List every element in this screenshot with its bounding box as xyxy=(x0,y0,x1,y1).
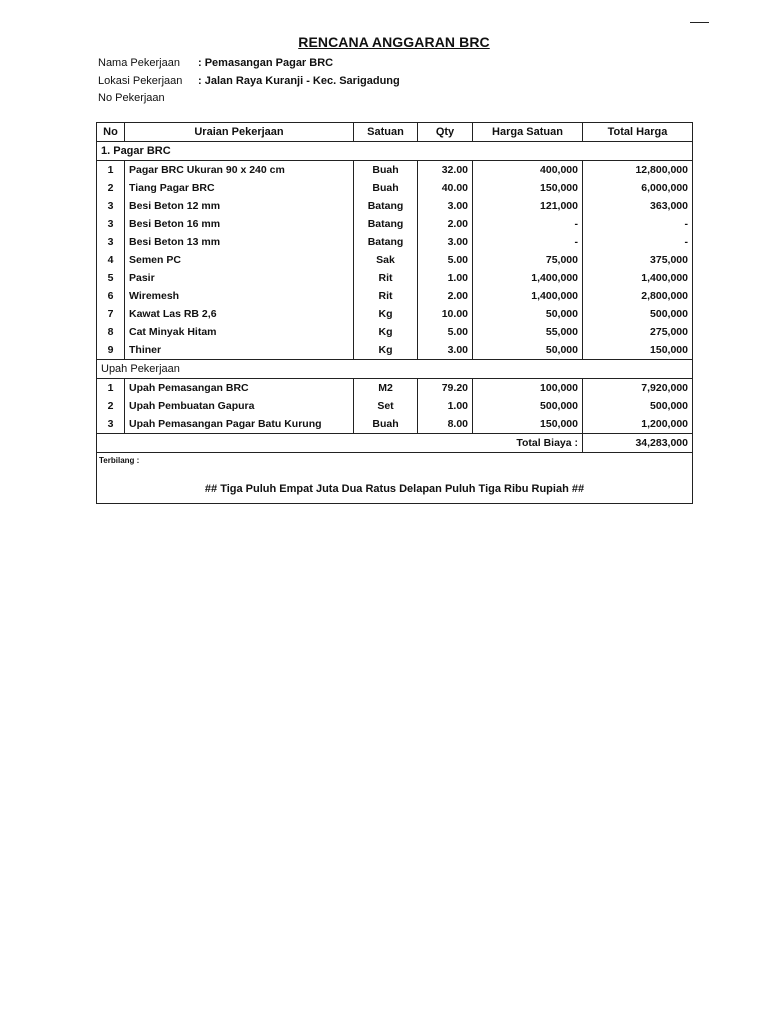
table-row xyxy=(97,287,693,305)
row-harga: - xyxy=(473,215,583,233)
total-value: 34,283,000 xyxy=(583,434,693,453)
row-satuan: Kg xyxy=(354,305,418,323)
table-row xyxy=(97,397,693,415)
row-satuan: Kg xyxy=(354,341,418,360)
row-harga: 50,000 xyxy=(473,341,583,360)
section-header-pagar-brc xyxy=(97,142,693,161)
row-no: 7 xyxy=(97,305,125,323)
row-total: - xyxy=(583,233,693,251)
job-info xyxy=(98,55,400,108)
row-qty: 3.00 xyxy=(418,341,473,360)
row-total: 150,000 xyxy=(583,341,693,360)
row-no: 8 xyxy=(97,323,125,341)
row-total: 1,400,000 xyxy=(583,269,693,287)
header-satuan: Satuan xyxy=(354,123,418,142)
row-harga: - xyxy=(473,233,583,251)
row-qty: 32.00 xyxy=(418,161,473,180)
row-satuan: Batang xyxy=(354,215,418,233)
row-qty: 1.00 xyxy=(418,397,473,415)
budget-table xyxy=(96,122,693,504)
row-harga: 400,000 xyxy=(473,161,583,180)
row-no: 9 xyxy=(97,341,125,360)
row-total: 6,000,000 xyxy=(583,179,693,197)
row-total: - xyxy=(583,215,693,233)
row-harga: 100,000 xyxy=(473,379,583,398)
row-total: 363,000 xyxy=(583,197,693,215)
row-uraian: Kawat Las RB 2,6 xyxy=(125,305,354,323)
row-no: 3 xyxy=(97,215,125,233)
row-qty: 40.00 xyxy=(418,179,473,197)
row-total: 7,920,000 xyxy=(583,379,693,398)
table-row xyxy=(97,215,693,233)
section-title: 1. Pagar BRC xyxy=(97,142,693,161)
terbilang-row xyxy=(97,453,693,504)
row-satuan: Batang xyxy=(354,197,418,215)
header-qty: Qty xyxy=(418,123,473,142)
row-uraian: Thiner xyxy=(125,341,354,360)
row-qty: 10.00 xyxy=(418,305,473,323)
job-number-label: No Pekerjaan xyxy=(98,92,165,104)
row-satuan: Buah xyxy=(354,179,418,197)
table-row xyxy=(97,323,693,341)
row-satuan: Kg xyxy=(354,323,418,341)
row-qty: 2.00 xyxy=(418,215,473,233)
job-location-row xyxy=(98,73,400,91)
table-row xyxy=(97,161,693,180)
row-satuan: Set xyxy=(354,397,418,415)
row-total: 500,000 xyxy=(583,397,693,415)
table-row xyxy=(97,251,693,269)
row-total: 375,000 xyxy=(583,251,693,269)
table-row xyxy=(97,341,693,360)
section-title: Upah Pekerjaan xyxy=(97,360,693,379)
row-harga: 50,000 xyxy=(473,305,583,323)
row-qty: 5.00 xyxy=(418,323,473,341)
terbilang-text: ## Tiga Puluh Empat Juta Dua Ratus Delapan Puluh Tiga Ribu Rupiah ## xyxy=(204,483,585,495)
row-uraian: Besi Beton 16 mm xyxy=(125,215,354,233)
row-no: 4 xyxy=(97,251,125,269)
header-uraian: Uraian Pekerjaan xyxy=(125,123,354,142)
row-harga: 500,000 xyxy=(473,397,583,415)
corner-dash xyxy=(690,22,709,23)
row-uraian: Semen PC xyxy=(125,251,354,269)
row-qty: 1.00 xyxy=(418,269,473,287)
page-title: RENCANA ANGGARAN BRC xyxy=(298,34,490,50)
table-row xyxy=(97,233,693,251)
row-harga: 55,000 xyxy=(473,323,583,341)
row-uraian: Upah Pembuatan Gapura xyxy=(125,397,354,415)
row-uraian: Cat Minyak Hitam xyxy=(125,323,354,341)
row-satuan: M2 xyxy=(354,379,418,398)
total-row xyxy=(97,434,693,453)
table-row xyxy=(97,379,693,398)
row-uraian: Upah Pemasangan BRC xyxy=(125,379,354,398)
row-qty: 8.00 xyxy=(418,415,473,434)
table-row xyxy=(97,305,693,323)
row-harga: 150,000 xyxy=(473,415,583,434)
row-harga: 150,000 xyxy=(473,179,583,197)
row-qty: 79.20 xyxy=(418,379,473,398)
row-uraian: Pasir xyxy=(125,269,354,287)
job-number-row xyxy=(98,90,400,108)
row-satuan: Rit xyxy=(354,269,418,287)
row-total: 1,200,000 xyxy=(583,415,693,434)
row-no: 1 xyxy=(97,379,125,398)
row-qty: 3.00 xyxy=(418,233,473,251)
row-harga: 75,000 xyxy=(473,251,583,269)
row-qty: 3.00 xyxy=(418,197,473,215)
row-harga: 121,000 xyxy=(473,197,583,215)
header-no: No xyxy=(97,123,125,142)
header-harga: Harga Satuan xyxy=(473,123,583,142)
table-header-row xyxy=(97,123,693,142)
row-total: 12,800,000 xyxy=(583,161,693,180)
job-name-label: Nama Pekerjaan xyxy=(98,57,180,69)
row-satuan: Buah xyxy=(354,161,418,180)
row-harga: 1,400,000 xyxy=(473,269,583,287)
row-no: 2 xyxy=(97,397,125,415)
row-harga: 1,400,000 xyxy=(473,287,583,305)
row-satuan: Rit xyxy=(354,287,418,305)
row-satuan: Sak xyxy=(354,251,418,269)
row-no: 6 xyxy=(97,287,125,305)
row-uraian: Besi Beton 13 mm xyxy=(125,233,354,251)
row-uraian: Tiang Pagar BRC xyxy=(125,179,354,197)
header-total: Total Harga xyxy=(583,123,693,142)
row-no: 5 xyxy=(97,269,125,287)
job-location-label: Lokasi Pekerjaan xyxy=(98,74,183,87)
job-location-value: : Jalan Raya Kuranji - Kec. Sarigadung xyxy=(198,74,400,87)
table-row xyxy=(97,197,693,215)
row-uraian: Pagar BRC Ukuran 90 x 240 cm xyxy=(125,161,354,180)
row-no: 3 xyxy=(97,197,125,215)
total-label: Total Biaya : xyxy=(97,434,583,453)
job-name-row xyxy=(98,55,400,73)
section-header-upah xyxy=(97,360,693,379)
row-qty: 2.00 xyxy=(418,287,473,305)
row-total: 2,800,000 xyxy=(583,287,693,305)
row-no: 3 xyxy=(97,415,125,434)
terbilang-label: Terbilang : xyxy=(99,456,140,465)
row-uraian: Besi Beton 12 mm xyxy=(125,197,354,215)
row-no: 2 xyxy=(97,179,125,197)
row-no: 1 xyxy=(97,161,125,180)
table-row xyxy=(97,269,693,287)
row-uraian: Upah Pemasangan Pagar Batu Kurung xyxy=(125,415,354,434)
terbilang-cell xyxy=(97,453,693,504)
table-row xyxy=(97,179,693,197)
row-qty: 5.00 xyxy=(418,251,473,269)
row-no: 3 xyxy=(97,233,125,251)
row-uraian: Wiremesh xyxy=(125,287,354,305)
row-total: 500,000 xyxy=(583,305,693,323)
row-satuan: Buah xyxy=(354,415,418,434)
job-name-value: : Pemasangan Pagar BRC xyxy=(198,57,334,69)
row-satuan: Batang xyxy=(354,233,418,251)
table-row xyxy=(97,415,693,434)
row-total: 275,000 xyxy=(583,323,693,341)
